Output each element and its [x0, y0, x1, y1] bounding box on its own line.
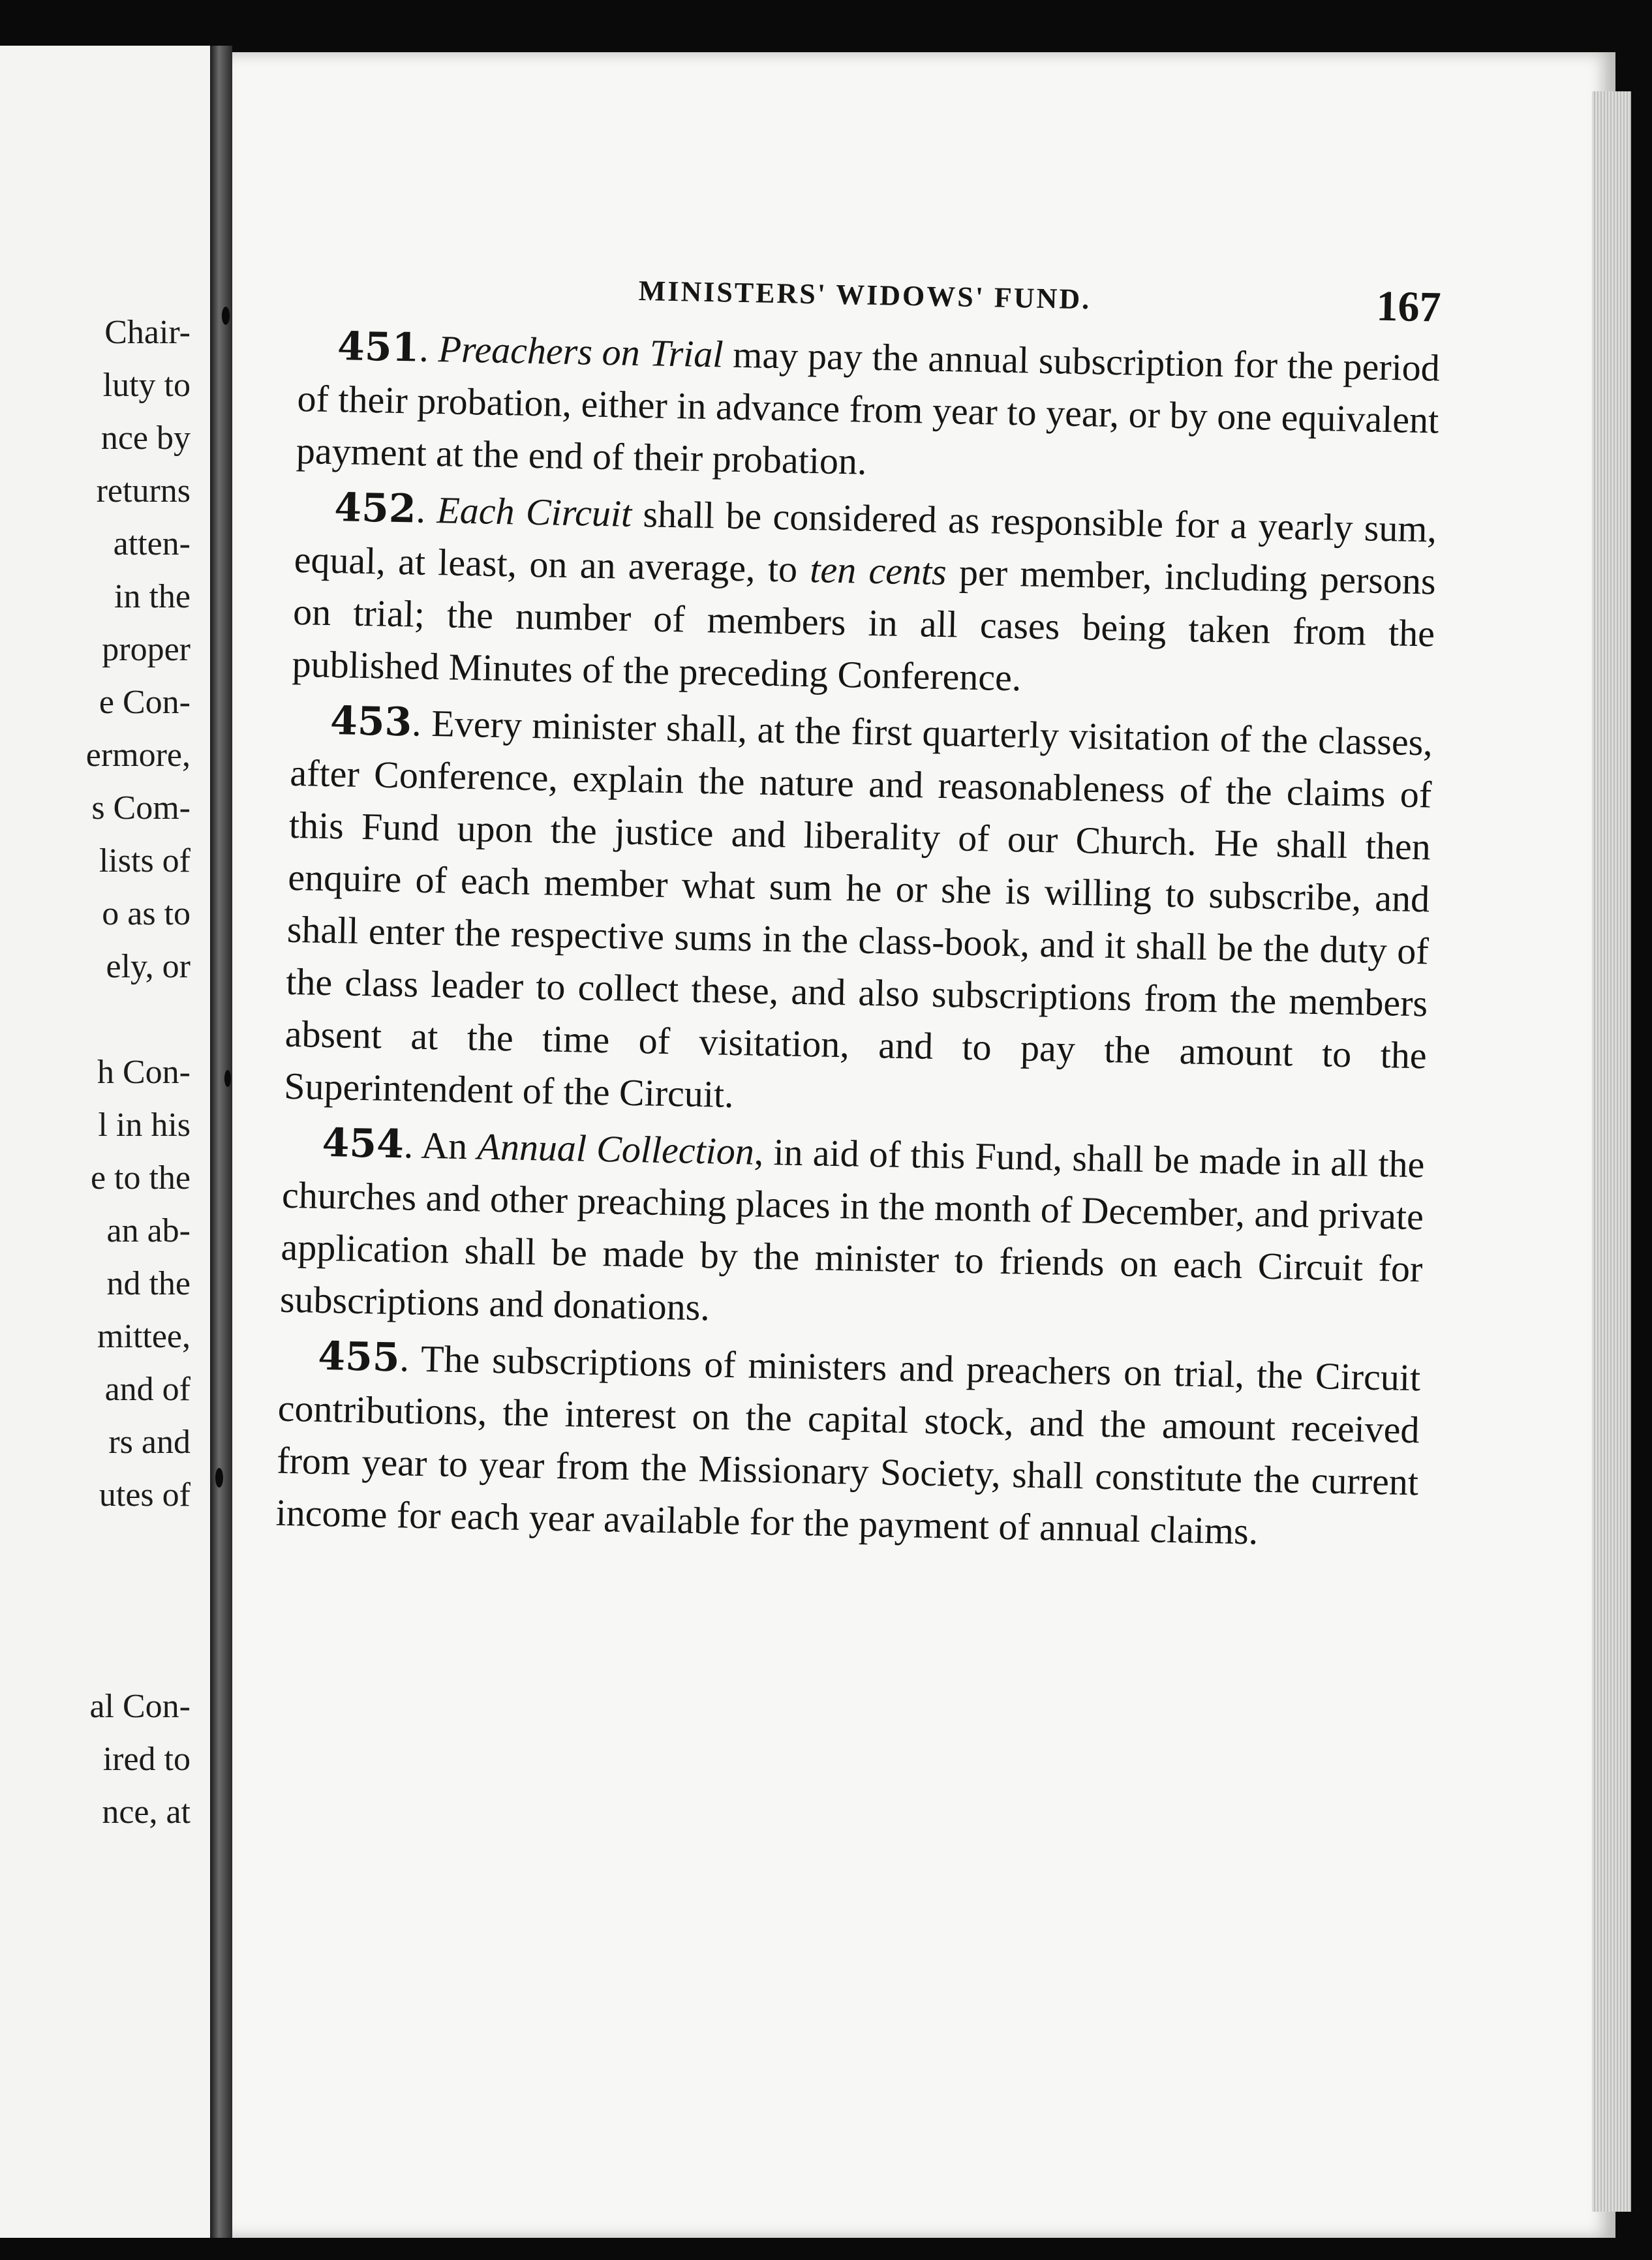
left-page-line: nd the: [106, 1265, 191, 1302]
paragraph-number: 451: [337, 324, 420, 371]
scan-speck: [222, 307, 230, 325]
paragraph-text: The subscriptions of ministers and preachers on trial, the Circuit contributions, the interest on the capital stock, and the amount received from year to year from the Missionary Society, shall constitute the current income for each year available for the payment of annual claims.: [275, 1337, 1421, 1553]
paragraph-text: may pay the annual subscription for the period of their probation, either in advance from year to year, or by one equivalent payment at the end of their probation.: [296, 333, 1441, 483]
left-page-line: al Con-: [89, 1688, 191, 1725]
left-page-line: an ab-: [106, 1212, 191, 1249]
left-page-line: mittee,: [97, 1318, 191, 1355]
italic-phrase: Each Circuit: [436, 489, 632, 535]
left-page-line: e Con-: [99, 684, 191, 721]
paragraph-number: 452: [333, 485, 417, 532]
paragraph-text: , in aid of this Fund, shall be made in all the churches and other preaching places in the month of December, and private application shall be made by the minister to friends on each Circuit for subscriptions and donations.: [279, 1130, 1425, 1329]
page-number: 167: [1375, 282, 1442, 331]
book-spine: [210, 46, 232, 2238]
left-page: [0, 46, 210, 2238]
running-title: MINISTERS' WIDOWS' FUND.: [638, 274, 1092, 316]
left-page-line: ely, or: [106, 948, 191, 985]
left-page-line: returns: [96, 472, 191, 510]
paragraph-454: 454. An Annual Collection, in aid of this Fund, shall be made in all the churches and other preaching places in the month of December, and private application shall be made by the minister to friends on each Circuit for subscriptions and donations.: [279, 1120, 1425, 1329]
paragraph-455: 455. The subscriptions of ministers and preachers on trial, the Circuit contributions, the interest on the capital stock, and the amount received from year to year from the Missionary Society, shall constitute the current income for each year available for the payment of annual claims.: [275, 1333, 1421, 1553]
paragraph-453: 453. Every minister shall, at the first quarterly visitation of the classes, after Conference, explain the nature and reasonableness of the claims of this Fund upon the justice and liberality of our Church. He shall then enquire of each member what sum he or she is willing to subscribe, and shall enter the respective sums in the class-book, and it shall be the duty of the class leader to collect these, and also subscriptions from the members absent at the time of visitation, and to pay the amount to the Superintendent of the Circuit.: [283, 698, 1433, 1116]
left-page-line: atten-: [113, 525, 191, 562]
italic-phrase: Annual Collection: [476, 1125, 755, 1173]
paragraph-text: Every minister shall, at the first quarterly visitation of the classes, after Conference, explain the nature and reasonableness of the claims of this Fund upon the justice and liberality of our Church. He shall then enquire of each member what sum he or she is willing to subscribe, and shall enter the respective sums in the class-book, and it shall be the duty of the class leader to collect these, and also subscriptions from the members absent at the time of visitation, and to pay the amount to the Superintendent of the Circuit.: [283, 701, 1433, 1116]
left-page-line: proper: [102, 631, 191, 668]
left-page-line: Chair-: [104, 314, 191, 351]
left-page-line: o as to: [102, 895, 191, 932]
left-page-line: ired to: [102, 1741, 191, 1778]
left-page-line: nce by: [100, 420, 191, 457]
paragraph-452: 452. Each Circuit shall be considered as responsible for a yearly sum, equal, at least, on an average, to ten cents per member, including persons on trial; the number of members in all cases being taken from the published Minutes of the preceding Conference.: [292, 485, 1437, 699]
paragraph-text: per member, including persons on trial; the number of members in all cases being taken from the published Minutes of the preceding Conference.: [292, 551, 1437, 699]
paragraph-number: 453: [329, 698, 412, 746]
left-page-line: nce, at: [102, 1794, 191, 1831]
left-page-line: in the: [114, 578, 191, 615]
scan-speck: [215, 1468, 223, 1488]
left-page-line: rs and: [108, 1424, 191, 1461]
paragraph-text: An: [412, 1123, 478, 1168]
page-edges: [1592, 91, 1631, 2212]
left-page-line: s Com-: [91, 789, 191, 827]
left-page-line: and of: [104, 1371, 191, 1408]
left-page-line: utes of: [99, 1476, 191, 1514]
left-page-line: l in his: [98, 1107, 191, 1144]
left-page-line: lists of: [99, 842, 191, 879]
left-page-line: h Con-: [97, 1054, 191, 1091]
paragraph-451: 451. Preachers on Trial may pay the annual subscription for the period of their probation, either in advance from year to year, or by one equivalent payment at the end of their probation.: [296, 324, 1441, 483]
scan-speck: [224, 1070, 231, 1087]
paragraph-number: 455: [317, 1333, 401, 1381]
paragraph-text: shall be considered as responsible for a yearly sum, equal, at least, on an average, to: [294, 492, 1437, 591]
left-page-line: luty to: [102, 367, 191, 404]
left-page-line: e to the: [90, 1159, 191, 1197]
page-text-block: [275, 248, 1442, 1565]
paragraph-number: 454: [321, 1120, 405, 1168]
italic-phrase: Preachers on Trial: [438, 328, 724, 376]
italic-phrase: ten cents: [809, 548, 947, 594]
left-page-line: ermore,: [85, 737, 191, 774]
